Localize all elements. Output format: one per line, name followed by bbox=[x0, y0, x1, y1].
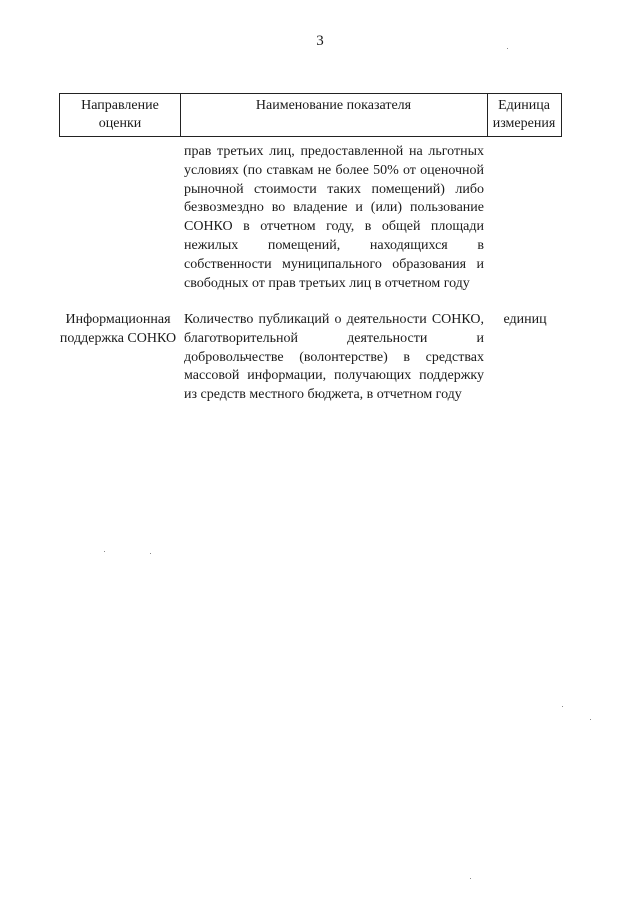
row-2-indicator: Количество публикаций о деятельности СОНКО, благотворительной деятельности и добровольчестве (волонтерстве) в средствах массовой информации, получающих поддержку из средств местного бюджета, в отчетном году bbox=[184, 312, 484, 403]
scan-speck bbox=[150, 553, 151, 554]
header-direction: Направление оценки bbox=[59, 93, 181, 137]
page-number: 3 bbox=[316, 33, 324, 49]
header-indicator: Наименование показателя bbox=[180, 93, 488, 137]
scan-speck bbox=[104, 551, 105, 552]
header-unit: Единица измерения bbox=[487, 93, 562, 137]
scan-speck bbox=[507, 48, 508, 49]
row-1-indicator: прав третьих лиц, предоставленной на льготных условиях (по ставкам не более 50% от оценочной рыночной стоимости таких помещений) либо безвозмездно во владение и (или) пользование СОНКО в отчетном году, в общей площади нежилых помещений, находящихся в собственности муниципального образования и свободных от прав третьих лиц в отчетном году bbox=[184, 144, 484, 291]
scan-speck bbox=[562, 706, 563, 707]
scan-speck bbox=[470, 878, 471, 879]
row-2-unit: единиц bbox=[503, 312, 547, 327]
row-2-direction: Информационная поддержка СОНКО bbox=[59, 312, 177, 346]
scan-speck bbox=[590, 719, 591, 720]
